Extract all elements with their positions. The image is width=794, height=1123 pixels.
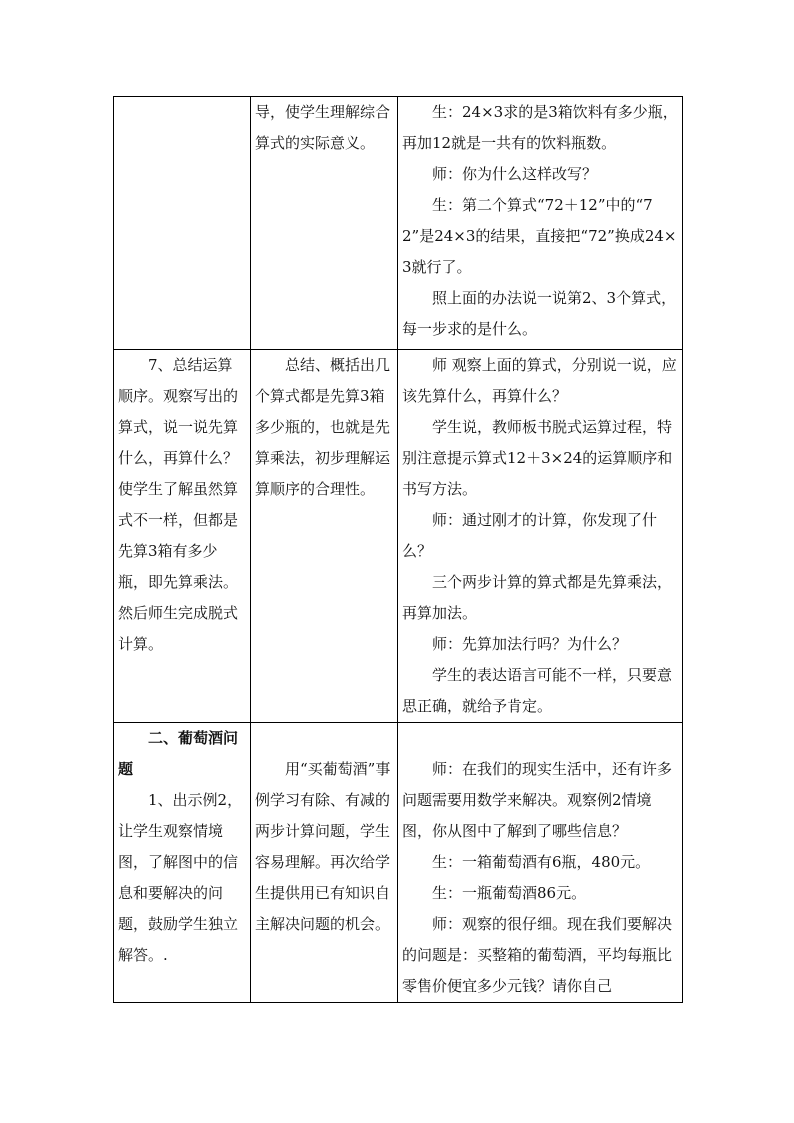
lesson-plan-table — [113, 96, 683, 1003]
activity-cell — [114, 350, 251, 723]
activity-text: 7、总结运算顺序。观察写出的算式，说一说先算什么，再算什么？使学生了解虽然算式不一样，但都是先算3箱有多少瓶，即先算乘法。然后师生完成脱式计算。 — [118, 356, 239, 653]
dialogue-line: 生：24×3求的是3箱饮料有多少瓶，再加12就是一共有的饮料瓶数。 — [402, 103, 678, 152]
dialogue-line: 师：观察的很仔细。现在我们要解决的问题是：买整箱的葡萄酒，平均每瓶比零售价便宜多少元钱？请你自己 — [402, 915, 673, 995]
dialogue-line: 师：在我们的现实生活中，还有许多问题需要用数学来解决。观察例2情境图，你从图中了解到了哪些信息？ — [402, 760, 673, 840]
dialogue-line: 学生说，教师板书脱式运算过程，特别注意提示算式12＋3×24的运算顺序和书写方法。 — [402, 418, 673, 498]
dialogue-line: 师：先算加法行吗？为什么？ — [432, 635, 628, 653]
dialogue-cell — [398, 350, 683, 723]
dialogue-line: 照上面的办法说一说第2、3个算式，每一步求的是什么。 — [402, 289, 677, 338]
section-heading: 二、葡萄酒问题 — [118, 729, 239, 778]
intent-cell — [251, 350, 398, 723]
dialogue-line: 生：一箱葡萄酒有6瓶，480元。 — [432, 853, 651, 871]
dialogue-cell — [398, 97, 683, 350]
dialogue-line: 师：你为什么这样改写？ — [432, 165, 598, 183]
intent-text: 导，使学生理解综合算式的实际意义。 — [255, 103, 391, 152]
intent-cell — [251, 97, 398, 350]
activity-cell — [114, 97, 251, 350]
table-row — [114, 97, 683, 350]
intent-text: 总结、概括出几个算式都是先算3箱多少瓶的，也就是先算乘法，初步理解运算顺序的合理性。 — [255, 356, 391, 498]
table-row — [114, 723, 683, 1003]
dialogue-cell — [398, 723, 683, 1003]
dialogue-line: 学生的表达语言可能不一样，只要意思正确，就给予肯定。 — [402, 666, 673, 715]
table-row — [114, 350, 683, 723]
activity-text: 1、出示例2，让学生观察情境图，了解图中的信息和要解决的问题，鼓励学生独立解答。. — [118, 791, 243, 964]
activity-cell — [114, 723, 251, 1003]
dialogue-line: 生：一瓶葡萄酒86元。 — [432, 884, 587, 902]
intent-cell — [251, 723, 398, 1003]
dialogue-line: 三个两步计算的算式都是先算乘法，再算加法。 — [402, 573, 673, 622]
intent-text: 用“买葡萄酒”事例学习有除、有减的两步计算问题，学生容易理解。再次给学生提供用已有知识自主解决问题的机会。 — [255, 760, 391, 933]
dialogue-line: 师：通过刚才的计算，你发现了什么？ — [402, 511, 658, 560]
dialogue-line: 生：第二个算式“72＋12”中的“72”是24×3的结果，直接把“72”换成24×3就行了。 — [402, 196, 677, 276]
dialogue-line: 师 观察上面的算式，分别说一说，应该先算什么，再算什么？ — [402, 356, 677, 405]
